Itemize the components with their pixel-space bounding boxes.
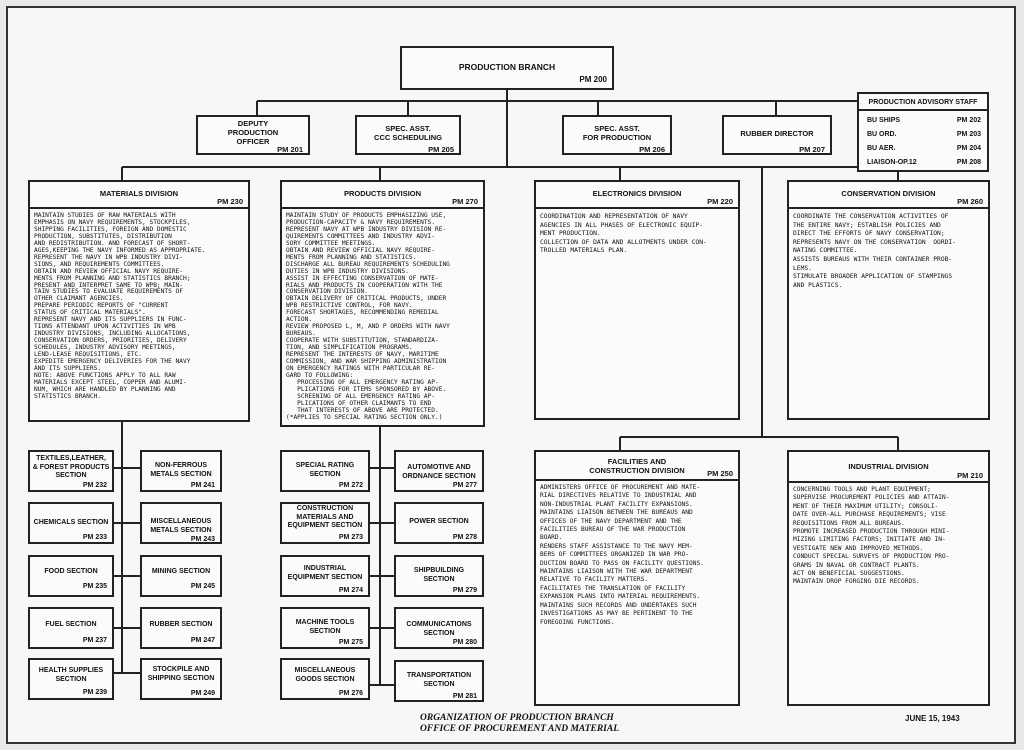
box-title: ELECTRONICS DIVISION: [592, 189, 682, 198]
section-box: [140, 555, 222, 597]
section-box: [140, 502, 222, 544]
advisory-code: PM 202: [956, 117, 981, 124]
box-code: PM 247: [190, 637, 215, 644]
box-code: PM 245: [190, 583, 215, 590]
box-title: FUEL SECTION: [45, 621, 97, 628]
electronics-division-box: [534, 180, 740, 420]
box-code: PM 241: [190, 482, 215, 489]
box-divider: [282, 207, 483, 209]
section-box: [140, 658, 222, 700]
box-title: RUBBER DIRECTOR: [740, 129, 814, 138]
box-description: MAINTAIN STUDY OF PRODUCTS EMPHASIZING USE, PRODUCTION-CAPACITY & NAVY REQUIREMENTS. REPRESENT NAVY AT WPB INDUSTRY DIVISION RE- QUIREMENTS COMMITTEES AND INDUSTRY ADVI- SORY COMMITTEE MEETINGS. OBTAIN AND REVIEW OFFICIAL NAVY REQUIRE- MENTS FROM PLANNING AND STATISTICS. DISCHARGE ALL BUREAU REQUIREMENTS SCHEDULING DUTIES IN WPB INDUSTRY DIVISIONS. ASSIST IN EFFECTING CONSERVATION OF MATE- RIALS AND PRODUCTS IN COOPERATION WITH THE CONSERVATION DIVISION. OBTAIN DELIVERY OF CRITICAL PRODUCTS, UNDER WPB RESTRICTIVE CONTROL, FOR NAVY. FORECAST SHORTAGES, RECOMMENDING REMEDIAL ACTION. REVIEW PROPOSED L, M, AND P ORDERS WITH NAVY BUREAUS. COOPERATE WITH SUBSTITUTION, STANDARDIZA- TION, AND SIMPLIFICATION PROGRAMS. REPRESENT THE INTERESTS OF NAVY, MARITIME COMMISSION, AND WAR SHIPPING ADMINISTRATION ON EMERGENCY RATINGS WITH PARTICULAR RE- GARD TO FOLLOWING: PROCESSING OF ALL EMERGENCY RATING AP- PLICATIONS FOR ITEMS SPONSORED BY ABOVE. SCREENING OF ALL EMERGENCY RATING AP- PLICATIONS OF OTHER CLAIMANTS TO END THAT INTERESTS OF ABOVE ARE PROTECTED. (*APPLIES TO SPECIAL RATING SECTION ONLY.): [286, 212, 450, 421]
box-title: PRODUCTION BRANCH: [458, 62, 556, 72]
box-code: PM 233: [82, 534, 107, 541]
facilities-construction-division-box: [534, 450, 740, 706]
box-title: CHEMICALS SECTION: [33, 519, 109, 526]
box-divider: [536, 479, 738, 481]
box-title: SPECIAL RATING SECTION: [295, 462, 355, 478]
box-title: CONSTRUCTION MATERIALS AND EQUIPMENT SECTION: [287, 505, 363, 529]
box-code: PM 200: [579, 75, 607, 84]
box-description: COORDINATION AND REPRESENTATION OF NAVY AGENCIES IN ALL PHASES OF ELECTRONIC EQUIP- MENT PRODUCTION. COLLECTION OF DATA AND ALLOTMENTS UNDER CON- TROLLED MATERIALS PLAN.: [540, 213, 707, 254]
caption-line-1: ORGANIZATION OF PRODUCTION BRANCH: [420, 713, 614, 723]
deputy-production-officer-box: [196, 115, 310, 155]
box-code: PM 250: [707, 469, 733, 478]
box-divider: [859, 109, 987, 111]
box-title: COMMUNICATIONS SECTION: [406, 621, 472, 637]
conservation-division-box: [787, 180, 990, 420]
box-code: PM 279: [452, 587, 477, 594]
box-code: PM 270: [452, 197, 478, 206]
box-code: PM 249: [190, 690, 215, 697]
production-branch-box: [400, 46, 614, 90]
production-advisory-staff-box: [857, 92, 989, 172]
box-title: INDUSTRIAL DIVISION: [848, 462, 929, 471]
advisory-label: BU ORD.: [867, 131, 897, 138]
box-title: AUTOMOTIVE AND ORDNANCE SECTION: [402, 464, 476, 480]
box-code: PM 237: [82, 637, 107, 644]
advisory-row: [867, 117, 981, 124]
box-code: PM 260: [957, 197, 983, 206]
section-box: [394, 502, 484, 544]
spec-asst-ccc-scheduling-box: [355, 115, 461, 155]
box-title: MISCELLANEOUS METALS SECTION: [150, 518, 212, 534]
advisory-row: [867, 159, 981, 166]
box-code: PM 275: [338, 639, 363, 646]
box-code: PM 278: [452, 534, 477, 541]
box-title: FOOD SECTION: [44, 568, 98, 575]
section-box: [28, 502, 114, 544]
box-code: PM 201: [277, 145, 303, 154]
advisory-label: BU SHIPS: [867, 117, 901, 124]
section-box: [28, 607, 114, 649]
advisory-code: PM 204: [956, 145, 981, 152]
box-title: FACILITIES AND CONSTRUCTION DIVISION: [589, 457, 685, 475]
section-box: [394, 555, 484, 597]
box-code: PM 220: [707, 197, 733, 206]
advisory-label: BU AER.: [867, 145, 896, 152]
section-box: [394, 450, 484, 492]
advisory-row: [867, 131, 981, 138]
box-description: ADMINISTERS OFFICE OF PROCUREMENT AND MATE- RIAL DIRECTIVES RELATIVE TO INDUSTRIAL AND NON-INDUSTRIAL PLANT FACILITY EXPANSIONS. MAINTAINS LIAISON BETWEEN THE BUREAUS AND OFFICES OF THE NAVY DEPARTMENT AND THE FACILITIES BUREAU OF THE WAR PRODUCTION BOARD. RENDERS STAFF ASSISTANCE TO THE NAVY MEM- BERS OF COMMITTEES ORGANIZED IN WAR PRO- DUCTION BOARD TO PASS ON FACILITY QUESTIONS. MAINTAINS LIAISON WITH THE WAR DEPARTMENT RELATIVE TO FACILITY MATTERS. FACILITATES THE TRANSLATION OF FACILITY EXPANSION PLANS INTO MATERIAL REQUIREMENTS. MAINTAINS SUCH RECORDS AND UNDERTAKES SUCH INVESTIGATIONS AS MAY BE PERTINENT TO THE FOREGOING FUNCTIONS.: [540, 484, 704, 626]
box-title: POWER SECTION: [409, 518, 469, 525]
box-code: PM 230: [217, 197, 243, 206]
box-title: SPEC. ASST. FOR PRODUCTION: [582, 124, 652, 142]
chart-date: JUNE 15, 1943: [905, 714, 960, 723]
spec-asst-for-production-box: [562, 115, 672, 155]
box-title: INDUSTRIAL EQUIPMENT SECTION: [287, 565, 363, 581]
box-code: PM 206: [639, 145, 665, 154]
rubber-director-box: [722, 115, 832, 155]
section-box: [28, 658, 114, 700]
box-code: PM 273: [338, 534, 363, 541]
box-title: NON-FERROUS METALS SECTION: [150, 462, 212, 478]
advisory-code: PM 203: [956, 131, 981, 138]
chart-caption: [420, 713, 619, 735]
box-description: CONCERNING TOOLS AND PLANT EQUIPMENT; SUPERVISE PROCUREMENT POLICIES AND ATTAIN- MENT OF THEIR MAXIMUM UTILITY; CONSOLI- DATE OVER-ALL PURCHASE REQUIREMENTS; VISE REQUISITIONS FROM ALL BUREAUS. PROMOTE INCREASED PRODUCTION THROUGH MINI- MIZING LIMITING FACTORS; INITIATE AND IN- VESTIGATE NEW AND IMPROVED METHODS. CONDUCT SPECIAL SURVEYS OF PRODUCTION PRO- GRAMS IN NAVAL OR CONTRACT PLANTS. ACT ON BENEFICIAL SUGGESTIONS. MAINTAIN DROP FORGING DIE RECORDS.: [793, 486, 950, 586]
box-code: PM 272: [338, 482, 363, 489]
section-box: [394, 660, 484, 702]
box-title: DEPUTY PRODUCTION OFFICER: [227, 119, 279, 146]
box-code: PM 210: [957, 471, 983, 480]
box-title: MISCELLANEOUS GOODS SECTION: [294, 667, 356, 683]
box-code: PM 239: [82, 689, 107, 696]
box-title: MACHINE TOOLS SECTION: [295, 619, 355, 635]
box-title: PRODUCTS DIVISION: [343, 189, 422, 198]
box-divider: [789, 481, 988, 483]
box-title: SHIPBUILDING SECTION: [413, 567, 465, 583]
box-code: PM 280: [452, 639, 477, 646]
section-box: [140, 450, 222, 492]
box-title: SPEC. ASST. CCC SCHEDULING: [374, 124, 442, 142]
box-title: TRANSPORTATION SECTION: [406, 672, 472, 688]
box-code: PM 232: [82, 482, 107, 489]
box-divider: [536, 207, 738, 209]
section-box: [28, 555, 114, 597]
advisory-label: LIAISON-OP.12: [867, 159, 917, 166]
section-box: [280, 555, 370, 597]
section-box: [280, 607, 370, 649]
box-code: PM 243: [190, 536, 215, 543]
section-box: [280, 502, 370, 544]
box-title: HEALTH SUPPLIES SECTION: [38, 667, 104, 683]
box-divider: [789, 207, 988, 209]
products-division-box: [280, 180, 485, 427]
box-title: MINING SECTION: [151, 568, 211, 575]
section-box: [280, 658, 370, 700]
box-code: PM 276: [338, 690, 363, 697]
box-divider: [30, 207, 248, 209]
box-title: STOCKPILE AND SHIPPING SECTION: [147, 666, 215, 682]
industrial-division-box: [787, 450, 990, 706]
box-code: PM 235: [82, 583, 107, 590]
box-code: PM 274: [338, 587, 363, 594]
caption-line-2: OFFICE OF PROCUREMENT AND MATERIAL: [420, 724, 620, 734]
section-box: [28, 450, 114, 492]
box-title: RUBBER SECTION: [149, 621, 213, 628]
box-title: TEXTILES,LEATHER, & FOREST PRODUCTS SECTION: [32, 455, 110, 479]
section-box: [280, 450, 370, 492]
materials-division-box: [28, 180, 250, 422]
box-code: PM 207: [799, 145, 825, 154]
box-title: MATERIALS DIVISION: [99, 189, 179, 198]
advisory-code: PM 208: [956, 159, 981, 166]
box-description: MAINTAIN STUDIES OF RAW MATERIALS WITH EMPHASIS ON NAVY REQUIREMENTS, STOCKPILES, SHIPPING FACILITIES, FOREIGN AND DOMESTIC PRODUCTION, SUBSTITUTES, DISTRIBUTION AND REDISTRIBUTION. AND FORECAST OF SHORT- AGES,KEEPING THE NAVY INFORMED AS APPROPRIATE. REPRESENT THE NAVY IN WPB INDUSTRY DIVI- SIONS, AND REQUIREMENTS COMMITTEES. OBTAIN AND REVIEW OFFICIAL NAVY REQUIRE- MENTS FROM PLANNING AND STATISTICS BRANCH; PRESENT AND INTERPRET SAME TO WPB; MAIN- TAIN STUDIES TO EVALUATE REQUIREMENTS OF OTHER CLAIMANT AGENCIES. PREPARE PERIODIC REPORTS OF "CURRENT STATUS OF CRITICAL MATERIALS". REPRESENT NAVY AND ITS SUPPLIERS IN FUNC- TIONS ATTENDANT UPON ACTIVITIES IN WPB INDUSTRY DIVISIONS, INCLUDING ALLOCATIONS, CONSERVATION ORDERS, PRIORITIES, DELIVERY SCHEDULES, INDUSTRY ADVISORY MEETINGS, LEND-LEASE REQUISITIONS, ETC. EXPEDITE EMERGENCY DELIVERIES FOR THE NAVY AND ITS SUPPLIERS. NOTE: ABOVE FUNCTIONS APPLY TO ALL RAW MATERIALS EXCEPT STEEL, COPPER AND ALUMI- NUM, WHICH ARE HANDLED BY PLANNING AND STATISTICS BRANCH.: [34, 212, 206, 400]
section-box: [140, 607, 222, 649]
box-code: PM 277: [452, 482, 477, 489]
box-code: PM 281: [452, 693, 477, 700]
box-title: PRODUCTION ADVISORY STAFF: [868, 99, 978, 106]
box-title: CONSERVATION DIVISION: [841, 189, 936, 198]
section-box: [394, 607, 484, 649]
box-description: COORDINATE THE CONSERVATION ACTIVITIES OF THE ENTIRE NAVY; ESTABLISH POLICIES AND DIRECT THE EFFORTS OF NAVY CONSERVATION; REPRESENTS NAVY ON THE CONSERVATION OORDI- NATING COMMITTEE. ASSISTS BUREAUS WITH THEIR CONTAINER PROB- LEMS. STIMULATE BROADER APPLICATION OF STAMPINGS AND PLASTICS.: [793, 213, 957, 289]
box-code: PM 205: [428, 145, 454, 154]
advisory-row: [867, 145, 981, 152]
